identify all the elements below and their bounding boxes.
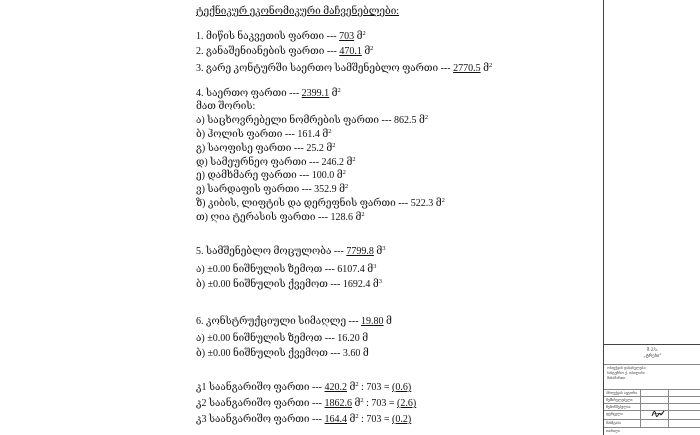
stamp-line: თარიღი	[606, 429, 620, 433]
subheading: მათ შორის:	[196, 101, 256, 112]
stamp-column-line	[640, 389, 641, 427]
stamp-line: პროექტის ავტორი	[606, 391, 638, 395]
height-item: ა) ±0.00 ნიშნულის ზემოთ --- 16.20 მ	[196, 333, 369, 344]
sub-item: ა) საცხოვრებელი ნომრების ფართი --- 862.5 მ$^2$	[196, 114, 429, 126]
sub-item: ვ) სარდაფის ფართი --- 352.9 მ$^2$	[196, 183, 349, 195]
sub-item: ე) დამხმარე ფართი --- 100.0 მ$^2$	[196, 169, 346, 181]
stamp-company: „ტრეხი“	[643, 354, 662, 359]
item-land-area: 1. მიწის ნაკვეთის ფართი --- 703 მ$^2$	[196, 30, 366, 42]
item-volume: 5. სამშენებლო მოცულობა --- 7799.8 მ$^3$	[196, 245, 386, 257]
sub-item: ზ) კიბის, ლიფტის და დერეფნის ფართი --- 522.3 მ$^2$	[196, 197, 445, 209]
stamp-line: ობიექტის დასახელება:	[607, 366, 647, 370]
stamp-divider	[604, 419, 700, 420]
coefficient-k1: კ1 საანგარიშო ფართი --- 420.2 მ$^2$ : 703 = (0.6)	[196, 381, 412, 393]
stamp-line: მასშტაბი	[606, 421, 621, 425]
coefficient-k3: კ3 საანგარიშო ფართი --- 164.4 მ$^2$ : 703 = (0.2)	[196, 413, 412, 425]
height-item: ბ) ±0.00 ნიშნულის ქვემოთ --- 3.60 მ	[196, 348, 369, 359]
stamp-divider	[604, 396, 700, 397]
stamp-divider	[604, 364, 700, 365]
title-block-stamp	[603, 344, 700, 435]
stamp-divider	[604, 389, 700, 390]
stamp-line: სასტუმრო ქ. თბილისი	[607, 371, 645, 375]
item-total-area: 4. საერთო ფართი --- 2399.1 მ$^2$	[196, 87, 341, 99]
stamp-line: შემოწმებულია	[606, 405, 631, 409]
sub-item: დ) სამეურნეო ფართი --- 246.2 მ$^2$	[196, 156, 356, 168]
stamp-line: შემსრულებელი	[606, 398, 633, 402]
item-built-area: 2. განაშენიანების ფართი --- 470.1 მ$^2$	[196, 45, 374, 57]
sub-item: გ) საოფისე ფართი --- 25.2 მ$^2$	[196, 142, 336, 154]
stamp-divider	[604, 403, 700, 404]
item-height: 6. კონსტრუქციული სიმაღლე --- 19.80 მ	[196, 316, 392, 327]
volume-item: ბ) ±0.00 ნიშნულის ქვემოთ --- 1692.4 მ$^3$	[196, 278, 382, 290]
sub-item: ბ) ჰოლის ფართი --- 161.4 მ$^2$	[196, 128, 332, 140]
stamp-line: ფურცელი	[606, 412, 623, 416]
sub-item: თ) ღია ტერასის ფართი --- 128.6 მ$^2$	[196, 211, 365, 223]
stamp-divider	[604, 427, 700, 428]
volume-item: ა) ±0.00 ნიშნულის ზემოთ --- 6107.4 მ$^3$	[196, 263, 377, 275]
stamp-code: შ.პ.ს.	[646, 348, 659, 353]
coefficient-k2: კ2 საანგარიშო ფართი --- 1862.6 მ$^2$ : 703 = (2.6)	[196, 397, 417, 409]
stamp-column-line	[668, 389, 669, 427]
signature-icon	[651, 409, 665, 418]
doc-title: ტექნიკურ ეკონომიკური მაჩვენებლები:	[196, 6, 400, 17]
item-gross-area: 3. გარე კონტურში საერთო სამშენებლო ფართი --- 2770.5 მ$^2$	[196, 62, 493, 74]
stamp-line: მისამართი	[607, 376, 626, 380]
